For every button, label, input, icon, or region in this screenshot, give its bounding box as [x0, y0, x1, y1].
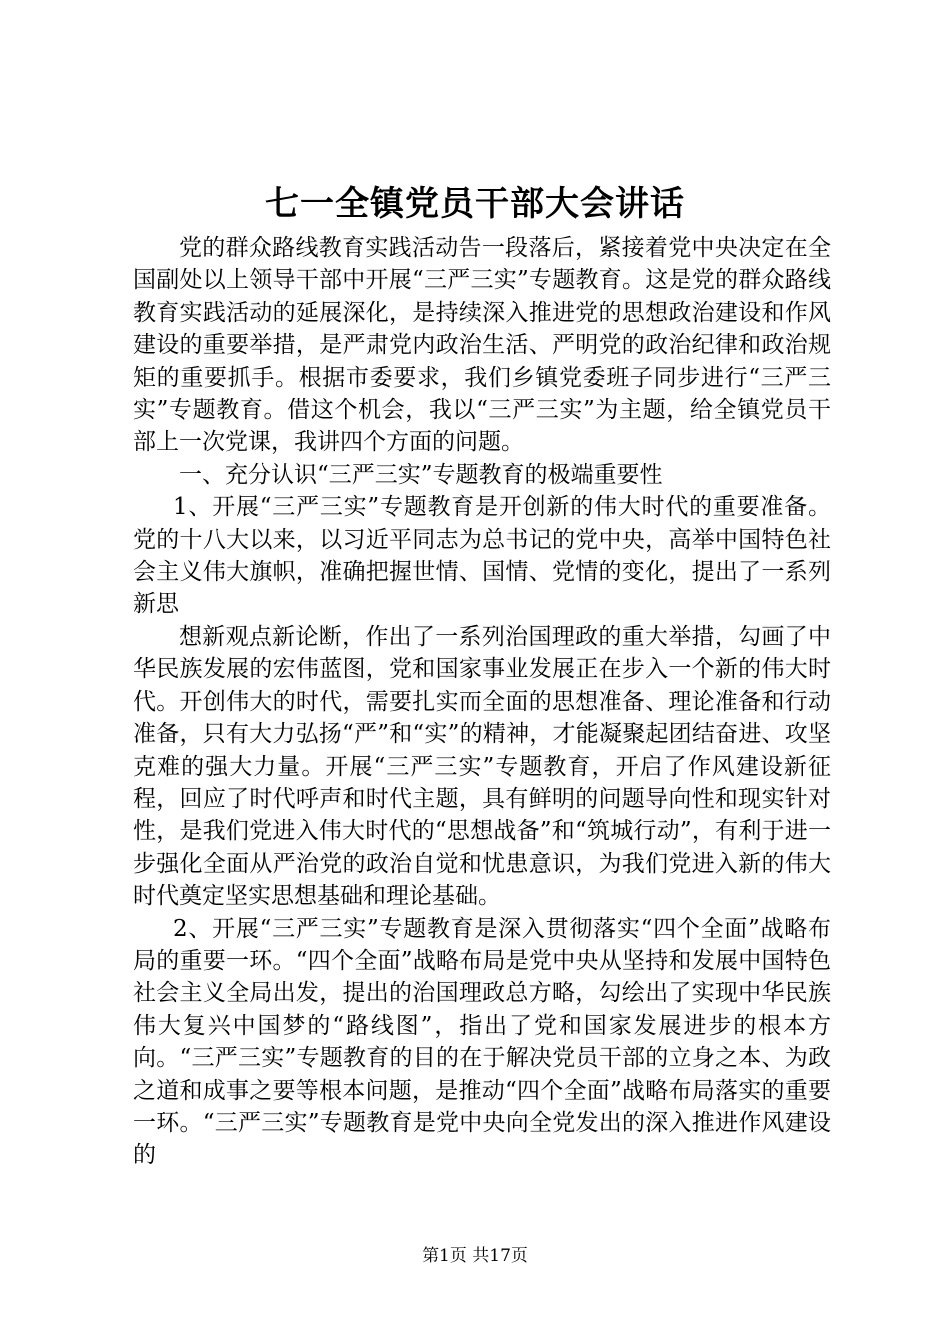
- document-title: 七一全镇党员干部大会讲话: [265, 184, 685, 224]
- paragraph-point-2: 2、开展“三严三实”专题教育是深入贯彻落实“四个全面”战略布局的重要一环。“四个全面”战略布局是党中央从坚持和发展中国特色社会主义全局出发，提出的治国理政总方略，勾绘出了实现中华民族伟大复兴中国梦的“路线图”，指出了党和国家发展进步的根本方向。“三严三实”专题教育的目的在于解决党员干部的立身之本、为政之道和成事之要等根本问题，是推动“四个全面”战略布局落实的重要一环。“三严三实”专题教育是党中央向全党发出的深入推进作风建设的: [133, 915, 831, 1169]
- page-number: 第1页 共17页: [422, 1246, 528, 1266]
- paragraph-point-1: 1、开展“三严三实”专题教育是开创新的伟大时代的重要准备。党的十八大以来，以习近平同志为总书记的党中央，高举中国特色社会主义伟大旗帜，准确把握世情、国情、党情的变化，提出了一系列新思: [133, 494, 831, 618]
- section-heading-1: 一、充分认识“三严三实”专题教育的极端重要性: [179, 461, 663, 488]
- paragraph-intro: 党的群众路线教育实践活动告一段落后，紧接着党中央决定在全国副处以上领导干部中开展“三严三实”专题教育。这是党的群众路线教育实践活动的延展深化，是持续深入推进党的思想政治建设和作风建设的重要举措，是严肃党内政治生活、严明党的政治纪律和政治规矩的重要抓手。根据市委要求，我们乡镇党委班子同步进行“三严三实”专题教育。借这个机会，我以“三严三实”为主题，给全镇党员干部上一次党课，我讲四个方面的问题。: [133, 235, 831, 456]
- paragraph-point-1-continued: 想新观点新论断，作出了一系列治国理政的重大举措，勾画了中华民族发展的宏伟蓝图，党和国家事业发展正在步入一个新的伟大时代。开创伟大的时代，需要扎实而全面的思想准备、理论准备和行动准备，只有大力弘扬“严”和“实”的精神，才能凝聚起团结奋进、攻坚克难的强大力量。开展“三严三实”专题教育，开启了作风建设新征程，回应了时代呼声和时代主题，具有鲜明的问题导向性和现实针对性，是我们党进入伟大时代的“思想战备”和“筑城行动”，有利于进一步强化全面从严治党的政治自觉和忧患意识，为我们党进入新的伟大时代奠定坚实思想基础和理论基础。: [133, 623, 831, 910]
- document-body: [133, 232, 831, 1172]
